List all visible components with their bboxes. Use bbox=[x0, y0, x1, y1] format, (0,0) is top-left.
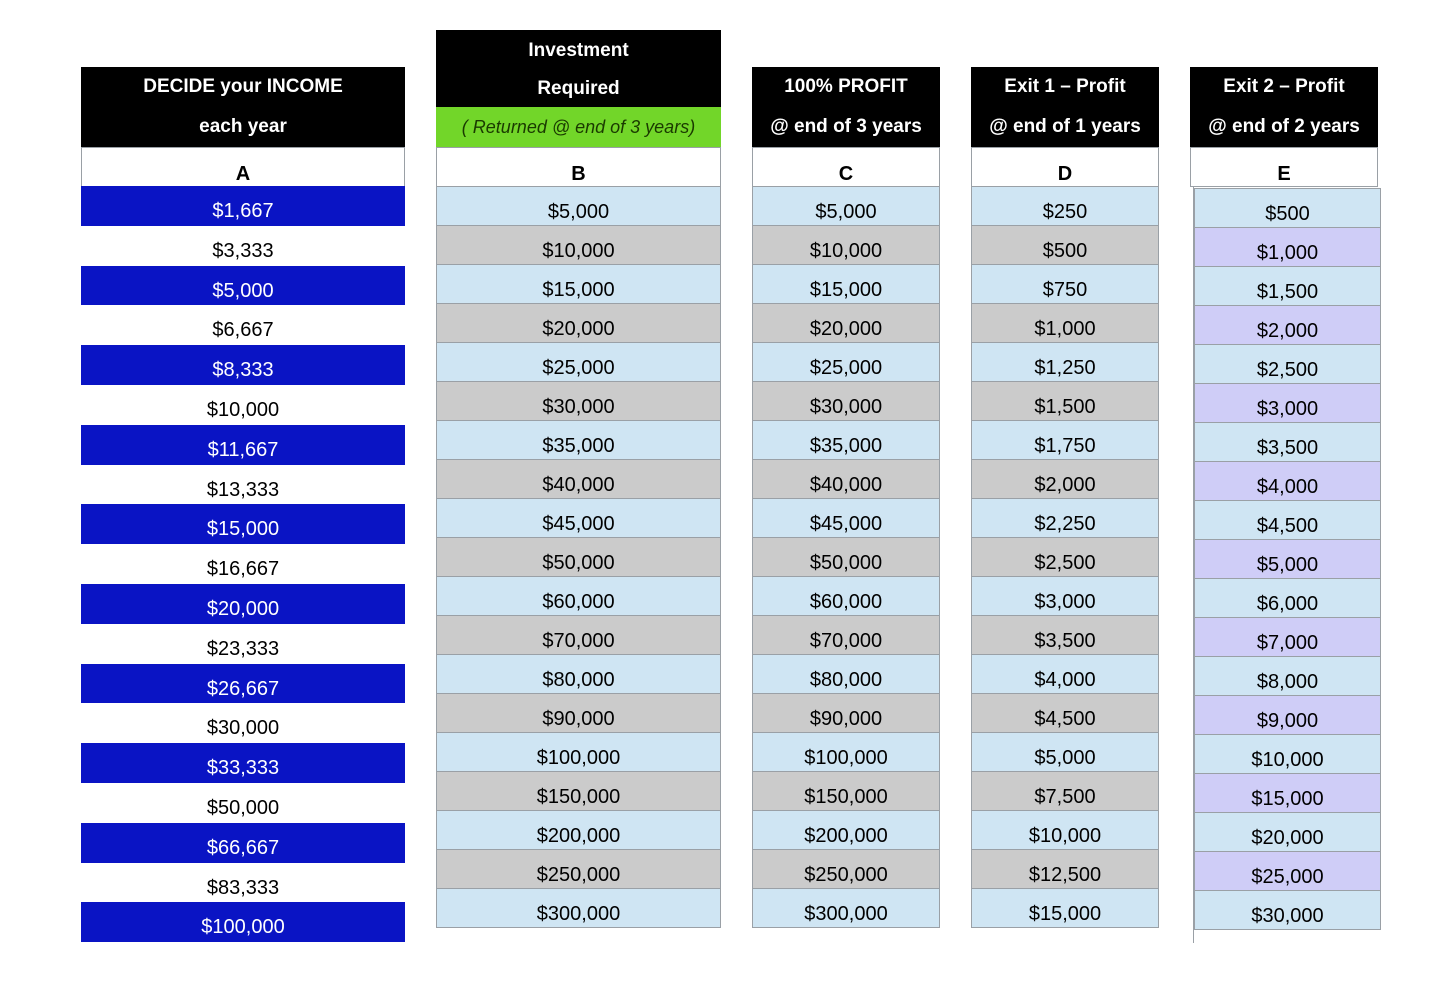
table-cell: $35,000 bbox=[436, 420, 721, 460]
table-cell: $1,500 bbox=[1194, 266, 1381, 306]
column-letter-c: C bbox=[752, 147, 940, 187]
table-cell: $15,000 bbox=[971, 888, 1159, 928]
table-cell: $70,000 bbox=[436, 615, 721, 655]
table-cell: $66,667 bbox=[81, 823, 405, 863]
table-cell: $26,667 bbox=[81, 664, 405, 704]
profit-rows bbox=[752, 186, 940, 928]
table-cell: $2,250 bbox=[971, 498, 1159, 538]
income-column-header bbox=[81, 67, 405, 147]
table-cell: $3,000 bbox=[971, 576, 1159, 616]
table-cell: $4,500 bbox=[971, 693, 1159, 733]
table-cell: $7,500 bbox=[971, 771, 1159, 811]
table-cell: $60,000 bbox=[436, 576, 721, 616]
table-cell: $1,667 bbox=[81, 186, 405, 226]
table-cell: $8,000 bbox=[1194, 656, 1381, 696]
exit-2-rows bbox=[1194, 188, 1381, 930]
table-cell: $16,667 bbox=[81, 544, 405, 584]
table-cell: $2,000 bbox=[1194, 305, 1381, 345]
table-cell: $500 bbox=[971, 225, 1159, 265]
table-cell: $4,500 bbox=[1194, 500, 1381, 540]
table-cell: $7,000 bbox=[1194, 617, 1381, 657]
table-cell: $23,333 bbox=[81, 624, 405, 664]
table-cell: $3,333 bbox=[81, 226, 405, 266]
table-cell: $2,000 bbox=[971, 459, 1159, 499]
table-cell: $750 bbox=[971, 264, 1159, 304]
table-cell: $3,500 bbox=[1194, 422, 1381, 462]
investment-header-line-1: Investment bbox=[528, 40, 629, 61]
column-letter-b: B bbox=[436, 147, 721, 187]
table-cell: $13,333 bbox=[81, 465, 405, 505]
table-cell: $1,500 bbox=[971, 381, 1159, 421]
table-cell: $5,000 bbox=[971, 732, 1159, 772]
table-cell: $10,000 bbox=[436, 225, 721, 265]
table-cell: $45,000 bbox=[752, 498, 940, 538]
table-cell: $5,000 bbox=[752, 186, 940, 226]
table-cell: $10,000 bbox=[1194, 734, 1381, 774]
table-cell: $250,000 bbox=[752, 849, 940, 889]
table-cell: $200,000 bbox=[436, 810, 721, 850]
profit-header-line-2: @ end of 3 years bbox=[770, 116, 922, 137]
table-cell: $10,000 bbox=[752, 225, 940, 265]
table-cell: $20,000 bbox=[81, 584, 405, 624]
exit-1-header-line-2: @ end of 1 years bbox=[989, 116, 1141, 137]
table-cell: $1,250 bbox=[971, 342, 1159, 382]
table-cell: $15,000 bbox=[436, 264, 721, 304]
table-cell: $50,000 bbox=[81, 783, 405, 823]
investment-header-line-2: Required bbox=[537, 78, 620, 99]
table-cell: $100,000 bbox=[81, 902, 405, 942]
table-cell: $300,000 bbox=[752, 888, 940, 928]
table-cell: $4,000 bbox=[971, 654, 1159, 694]
exit-1-header-line-1: Exit 1 – Profit bbox=[1004, 76, 1126, 97]
table-cell: $90,000 bbox=[436, 693, 721, 733]
table-cell: $30,000 bbox=[1194, 890, 1381, 930]
table-cell: $10,000 bbox=[81, 385, 405, 425]
table-cell: $100,000 bbox=[752, 732, 940, 772]
table-cell: $100,000 bbox=[436, 732, 721, 772]
table-cell: $30,000 bbox=[81, 703, 405, 743]
column-letter-d: D bbox=[971, 147, 1159, 187]
table-cell: $40,000 bbox=[436, 459, 721, 499]
table-cell: $8,333 bbox=[81, 345, 405, 385]
table-cell: $90,000 bbox=[752, 693, 940, 733]
table-cell: $33,333 bbox=[81, 743, 405, 783]
table-cell: $80,000 bbox=[436, 654, 721, 694]
table-cell: $200,000 bbox=[752, 810, 940, 850]
table-cell: $83,333 bbox=[81, 863, 405, 903]
income-header-line-2: each year bbox=[199, 116, 287, 137]
exit-1-rows bbox=[971, 186, 1159, 928]
table-cell: $20,000 bbox=[436, 303, 721, 343]
table-cell: $9,000 bbox=[1194, 695, 1381, 735]
investment-rows bbox=[436, 186, 721, 928]
table-cell: $45,000 bbox=[436, 498, 721, 538]
column-letter-e: E bbox=[1190, 147, 1378, 187]
table-cell: $150,000 bbox=[436, 771, 721, 811]
returned-note-banner: ( Returned @ end of 3 years) bbox=[436, 107, 721, 147]
table-cell: $15,000 bbox=[752, 264, 940, 304]
table-cell: $1,000 bbox=[971, 303, 1159, 343]
exit-2-header-line-2: @ end of 2 years bbox=[1208, 116, 1360, 137]
table-cell: $25,000 bbox=[1194, 851, 1381, 891]
table-cell: $10,000 bbox=[971, 810, 1159, 850]
table-cell: $4,000 bbox=[1194, 461, 1381, 501]
table-cell: $11,667 bbox=[81, 425, 405, 465]
table-cell: $20,000 bbox=[752, 303, 940, 343]
table-cell: $70,000 bbox=[752, 615, 940, 655]
profit-header-line-1: 100% PROFIT bbox=[784, 76, 908, 97]
exit-2-header-line-1: Exit 2 – Profit bbox=[1223, 76, 1345, 97]
table-cell: $5,000 bbox=[436, 186, 721, 226]
table-cell: $60,000 bbox=[752, 576, 940, 616]
table-cell: $25,000 bbox=[752, 342, 940, 382]
exit-2-column-header bbox=[1190, 67, 1378, 147]
table-cell: $35,000 bbox=[752, 420, 940, 460]
table-cell: $50,000 bbox=[436, 537, 721, 577]
table-cell: $30,000 bbox=[436, 381, 721, 421]
table-cell: $250 bbox=[971, 186, 1159, 226]
table-cell: $2,500 bbox=[971, 537, 1159, 577]
table-cell: $12,500 bbox=[971, 849, 1159, 889]
table-cell: $500 bbox=[1194, 188, 1381, 228]
table-cell: $80,000 bbox=[752, 654, 940, 694]
table-cell: $40,000 bbox=[752, 459, 940, 499]
table-cell: $5,000 bbox=[1194, 539, 1381, 579]
table-cell: $25,000 bbox=[436, 342, 721, 382]
table-cell: $3,000 bbox=[1194, 383, 1381, 423]
table-cell: $150,000 bbox=[752, 771, 940, 811]
table-cell: $15,000 bbox=[1194, 773, 1381, 813]
table-cell: $1,000 bbox=[1194, 227, 1381, 267]
exit-1-column-header bbox=[971, 67, 1159, 147]
table-cell: $1,750 bbox=[971, 420, 1159, 460]
income-header-line-1: DECIDE your INCOME bbox=[143, 76, 343, 97]
table-cell: $6,000 bbox=[1194, 578, 1381, 618]
table-cell: $15,000 bbox=[81, 504, 405, 544]
income-rows bbox=[81, 186, 405, 942]
column-letter-a: A bbox=[81, 147, 405, 187]
table-cell: $3,500 bbox=[971, 615, 1159, 655]
table-cell: $30,000 bbox=[752, 381, 940, 421]
table-cell: $250,000 bbox=[436, 849, 721, 889]
table-cell: $5,000 bbox=[81, 266, 405, 306]
table-cell: $6,667 bbox=[81, 305, 405, 345]
profit-column-header bbox=[752, 67, 940, 147]
table-cell: $50,000 bbox=[752, 537, 940, 577]
table-cell: $20,000 bbox=[1194, 812, 1381, 852]
table-cell: $2,500 bbox=[1194, 344, 1381, 384]
table-cell: $300,000 bbox=[436, 888, 721, 928]
